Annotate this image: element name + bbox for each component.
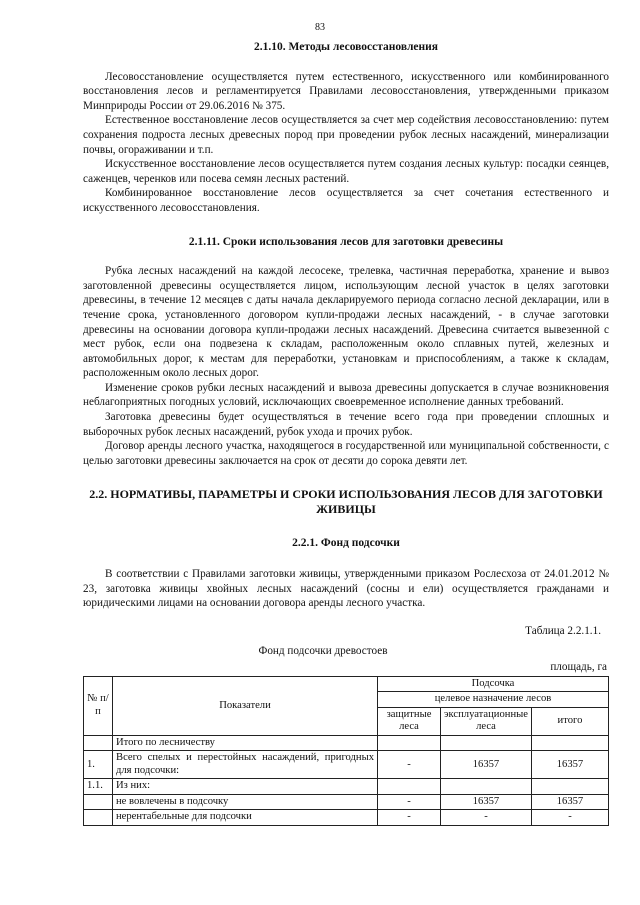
cell-num bbox=[84, 794, 113, 810]
section-title-2-2: 2.2. НОРМАТИВЫ, ПАРАМЕТРЫ И СРОКИ ИСПОЛЬЗОВАНИЯ ЛЕСОВ ДЛЯ ЗАГОТОВКИ ЖИВИЦЫ bbox=[89, 487, 603, 517]
cell-num: 1.1. bbox=[84, 779, 113, 795]
cell-c bbox=[531, 779, 608, 795]
paragraph: Лесовосстановление осуществляется путем естественного, искусственного или комбинированного восстановления лесов и регламентируется Правилами лесовосстановления, утвержденными приказом Минприроды России от 29.06.2016 № 375. bbox=[83, 70, 609, 112]
table-row bbox=[84, 779, 609, 795]
table-header-row bbox=[84, 676, 609, 692]
cell-num bbox=[84, 735, 113, 751]
cell-a: - bbox=[378, 810, 441, 826]
cell-c: 16357 bbox=[531, 751, 608, 779]
paragraph: Договор аренды лесного участка, находящегося в государственной или муниципальной собственности, с целью заготовки древесины заключается на срок от десяти до сорока девяти лет. bbox=[83, 440, 609, 467]
cell-a: - bbox=[378, 794, 441, 810]
section-title-2-2-1: 2.2.1. Фонд подсочки bbox=[292, 536, 400, 549]
table-row bbox=[84, 751, 609, 779]
header-col-b: эксплуатационные леса bbox=[441, 707, 532, 735]
section-2-2-1-body bbox=[83, 567, 609, 611]
cell-c: 16357 bbox=[531, 794, 608, 810]
table-units: площадь, га bbox=[550, 661, 607, 674]
cell-c: - bbox=[531, 810, 608, 826]
paragraph: Изменение сроков рубки лесных насаждений и вывоза древесины допускается в случае возникновения неблагоприятных погодных условий, исключающих своевременное исполнение данных требований. bbox=[83, 381, 609, 409]
cell-b: - bbox=[441, 810, 532, 826]
cell-a bbox=[378, 735, 441, 751]
cell-indicator: Всего спелых и перестойных насаждений, пригодных для подсочки: bbox=[113, 751, 378, 779]
cell-num: 1. bbox=[84, 751, 113, 779]
cell-indicator: Итого по лесничеству bbox=[113, 735, 378, 751]
header-col-c: итого bbox=[531, 707, 608, 735]
cell-a: - bbox=[378, 751, 441, 779]
cell-b bbox=[441, 735, 532, 751]
section-title-2-1-11: 2.1.11. Сроки использования лесов для заготовки древесины bbox=[188, 235, 504, 248]
table-row bbox=[84, 794, 609, 810]
cell-b bbox=[441, 779, 532, 795]
paragraph: В соответствии с Правилами заготовки живицы, утвержденными приказом Рослесхоза от 24.01.2012 № 23, заготовка живицы хвойных лесных насаждений (сосны и ели) осуществляется гражданами и юридическими лицами на основании договора аренды лесного участка. bbox=[83, 568, 609, 610]
cell-b: 16357 bbox=[441, 794, 532, 810]
header-group: Подсочка bbox=[378, 676, 609, 692]
paragraph: Заготовка древесины будет осуществляться в течение всего года при проведении сплошных и выборочных рубок лесных насаждений, рубок ухода и прочих рубок. bbox=[83, 411, 609, 438]
header-col-a: защитные леса bbox=[378, 707, 441, 735]
cell-num bbox=[84, 810, 113, 826]
header-subgroup: целевое назначение лесов bbox=[378, 692, 609, 708]
data-table bbox=[83, 676, 609, 826]
cell-indicator: Из них: bbox=[113, 779, 378, 795]
cell-c bbox=[531, 735, 608, 751]
section-2-1-11-body bbox=[83, 264, 609, 468]
cell-indicator: не вовлечены в подсочку bbox=[113, 794, 378, 810]
section-title-2-1-10: 2.1.10. Методы лесовосстановления bbox=[254, 41, 438, 53]
paragraph: Естественное восстановление лесов осуществляется за счет мер содействия лесовосстановлению: путем сохранения подроста лесных древесных пород при проведении рубок лесных насаждений, минерализации почвы, огораживании и т.п. bbox=[83, 114, 609, 156]
header-num: № п/п bbox=[84, 676, 113, 735]
paragraph: Рубка лесных насаждений на каждой лесосеке, трелевка, частичная переработка, хранение и вывоз заготовленной древесины осуществляется лицом, использующим лесной участок в целях заготовки древесины, в течение 12 месяцев с даты начала декларируемого периода согласно лесной декларации, или в течение срока, установленного договором купли-продажи лесных насаждений, - в случае заготовки древесины на основании договора купли-продажи лесных насаждений. Древесина считается вывезенной с мест рубок, если она подвезена к складам, расположенным около сплавных путей, железных и автомобильных дорог, к местам для переработки, установкам и приспособлениям, а также к складам, расположенным около лесных дорог. bbox=[83, 265, 609, 380]
paragraph: Искусственное восстановление лесов осуществляется путем создания лесных культур: посадки сеянцев, саженцев, черенков или посева семян лесных растений. bbox=[83, 158, 609, 185]
table-row bbox=[84, 735, 609, 751]
table-title: Фонд подсочки древостоев bbox=[258, 644, 388, 657]
cell-indicator: нерентабельные для подсочки bbox=[113, 810, 378, 826]
section-2-1-10-body bbox=[83, 70, 609, 216]
page-number: 83 bbox=[315, 22, 325, 33]
paragraph: Комбинированное восстановление лесов осуществляется за счет сочетания естественного и искусственного лесовосстановления. bbox=[83, 187, 609, 214]
table-number: Таблица 2.2.1.1. bbox=[525, 625, 601, 637]
cell-b: 16357 bbox=[441, 751, 532, 779]
header-indicator: Показатели bbox=[113, 676, 378, 735]
cell-a bbox=[378, 779, 441, 795]
document-body bbox=[83, 40, 609, 826]
table-row bbox=[84, 810, 609, 826]
